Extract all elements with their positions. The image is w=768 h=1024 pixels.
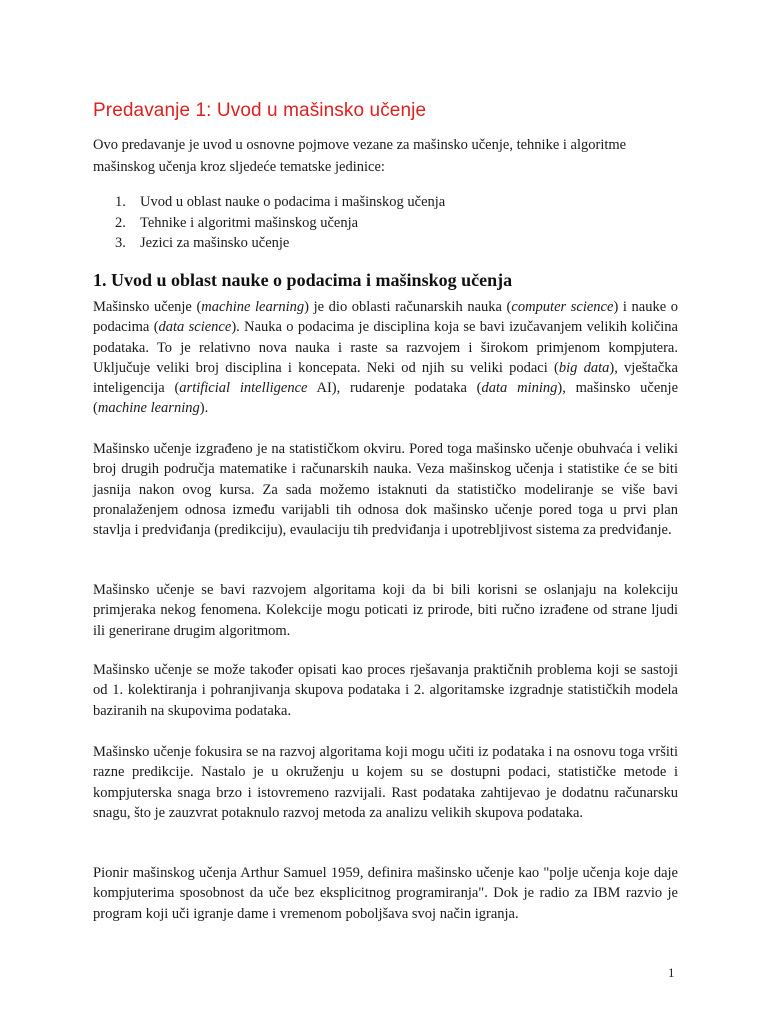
topic-list (115, 192, 445, 254)
paragraph-6: Pionir mašinskog učenja Arthur Samuel 1959, definira mašinsko učenje kao "polje učenja koje daje kompjuterima sposobnost da uče bez eksplicitnog programiranja". Dok je radio za IBM razvio je program koji uči igranje dame i vremenom poboljšava svoj način igranja. (93, 865, 678, 922)
intro-paragraph: Ovo predavanje je uvod u osnovne pojmove vezane za mašinsko učenje, tehnike i algoritme mašinskog učenja kroz sljedeće tematske jedinice: (93, 137, 627, 175)
paragraph-4: Mašinsko učenje se može također opisati kao proces rješavanja praktičnih problema koji se sastoji od 1. kolektiranja i pohranjivanja skupova podataka i 2. algoritamske izgradnje statističkih modela baziranih na skupovima podataka. (93, 662, 678, 719)
paragraph-3: Mašinsko učenje se bavi razvojem algoritama koji da bi bili korisni se oslanjaju na kolekciju primjeraka nekog fenomena. Kolekcije mogu poticati iz prirode, biti ručno izrađene od strane ljudi ili generirane drugim algoritmom. (93, 582, 678, 639)
paragraph-5: Mašinsko učenje fokusira se na razvoj algoritama koji mogu učiti iz podataka i na osnovu toga vršiti razne predikcije. Nastalo je u okruženju u kojem su se dostupni podaci, statističke metode i kompjuterska snaga brzo i istovremeno razvijali. Rast podataka zahtijevao je dodatnu računarsku snagu, što je zauzvrat potaknulo razvoj metoda za analizu velikih skupova podataka. (93, 744, 678, 821)
list-item: 3. Jezici za mašinsko učenje (115, 235, 290, 251)
page-number: 1 (668, 965, 675, 980)
list-item: 1. Uvod u oblast nauke o podacima i mašinskog učenja (115, 194, 446, 210)
paragraph-2: Mašinsko učenje izgrađeno je na statističkom okviru. Pored toga mašinsko učenje obuhvaća i veliki broj drugih područja matematike i računarskih nauka. Veza mašinskog učenja i statistike će se biti jasnija nakon ovog kursa. Za sada možemo istaknuti da statističko modeliranje se više bavi pronalaženjem odnosa između varijabli tih odnosa dok mašinsko učenje pored toga u prvi plan stavlja i predviđanja (predikciju), evaulaciju tih predviđanja i upotrebljivost sistema za predviđanje. (93, 441, 678, 539)
paragraph-1: Mašinsko učenje (machine learning) je dio oblasti računarskih nauka (computer science) i nauke o podacima (data science). Nauka o podacima je disciplina koja se bavi izučavanjem velikih količina podataka. To je relativno nova nauka i raste sa razvojem i širokom primjenom kompjutera. Uključuje veliki broj disciplina i koncepata. Neki od njih su veliki podaci (big data), vještačka inteligencija (artificial intelligence AI), rudarenje podataka (data mining), mašinsko učenje (machine learning). (93, 299, 679, 417)
list-item: 2. Tehnike i algoritmi mašinskog učenja (115, 214, 359, 231)
section-heading: 1. Uvod u oblast nauke o podacima i mašinskog učenja (93, 270, 513, 290)
page-title: Predavanje 1: Uvod u mašinsko učenje (93, 100, 427, 121)
